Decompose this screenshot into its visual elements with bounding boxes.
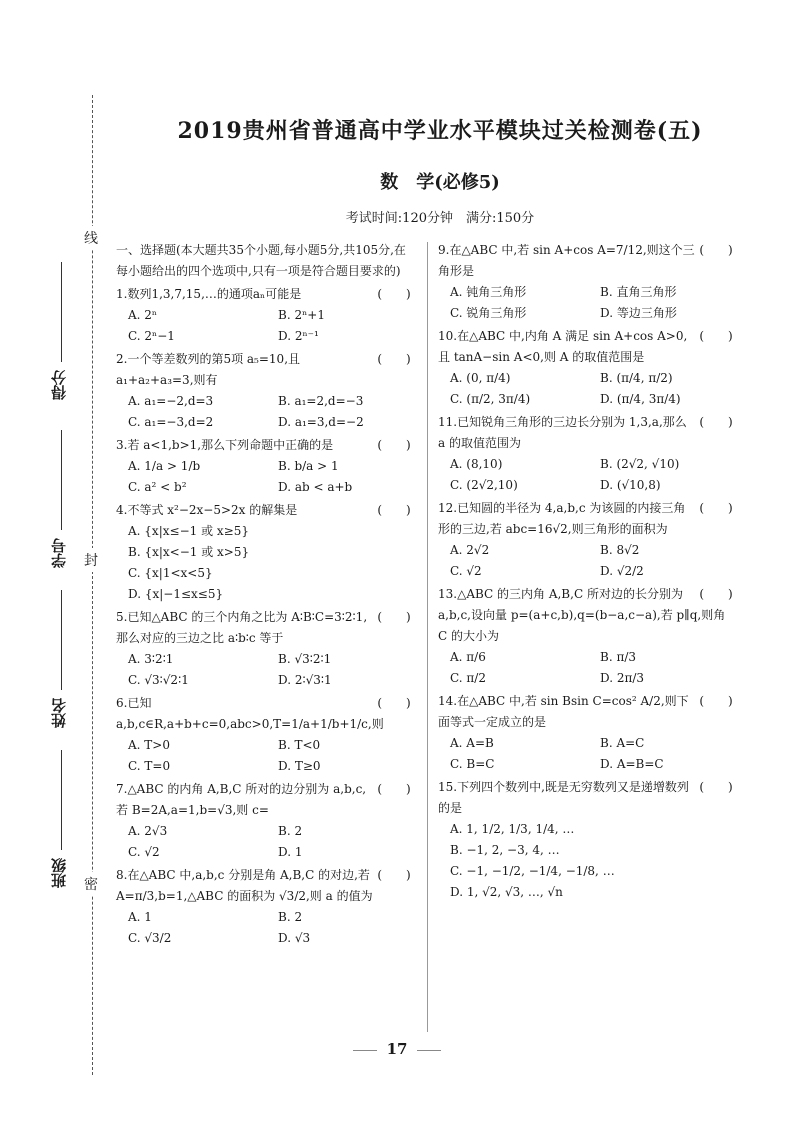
page-subtitle: 数 学(必修5) [380, 172, 500, 193]
question-stem: 1.数列1,3,7,15,…的通项aₙ可能是 [116, 287, 302, 301]
answer-option: D. 2ⁿ⁻¹ [278, 329, 319, 343]
answer-option: C. √2 [128, 845, 160, 859]
answer-option: D. 1, √2, √3, …, √n [450, 885, 563, 899]
page-number [0, 1040, 794, 1058]
question [116, 284, 416, 347]
answer-paren[interactable]: ( ) [377, 352, 411, 366]
question-stem: 11.已知锐角三角形的三边长分别为 1,3,a,那么 a 的取值范围为 [438, 415, 687, 450]
question-stem: 2.一个等差数列的第5项 a₅=10,且 a₁+a₂+a₃=3,则有 [116, 352, 301, 387]
answer-option: B. 2 [278, 910, 303, 924]
answer-option: D. 1 [278, 845, 303, 859]
answer-option: A. 钝角三角形 [450, 285, 527, 299]
answer-paren[interactable]: ( ) [699, 329, 733, 343]
field-student-id[interactable] [48, 430, 74, 580]
answer-option: B. a₁=2,d=−3 [278, 394, 364, 408]
answer-option: B. (2√2, √10) [600, 457, 680, 471]
answer-option: C. √2 [450, 564, 482, 578]
answer-option: A. {x|x≤−1 或 x≥5} [128, 524, 249, 538]
answer-option: C. 锐角三角形 [450, 306, 527, 320]
question [438, 691, 738, 775]
answer-option: A. (8,10) [450, 457, 503, 471]
question-stem: 4.不等式 x²−2x−5>2x 的解集是 [116, 503, 298, 517]
answer-option: A. π/6 [450, 650, 486, 664]
question [438, 326, 738, 410]
answer-paren[interactable]: ( ) [377, 438, 411, 452]
binding-margin [0, 0, 110, 1124]
answer-option: D. a₁=3,d=−2 [278, 415, 364, 429]
answer-option: A. 1 [128, 910, 152, 924]
answer-paren[interactable]: ( ) [377, 503, 411, 517]
question-stem: 6.已知 a,b,c∈R,a+b+c=0,abc>0,T=1/a+1/b+1/c,则 [116, 696, 384, 731]
answer-paren[interactable]: ( ) [699, 501, 733, 515]
answer-option: C. π/2 [450, 671, 486, 685]
answer-option: A. A=B [450, 736, 494, 750]
field-name-label: 姓名 [50, 698, 68, 728]
answer-option: B. 2 [278, 824, 303, 838]
answer-option: C. a² < b² [128, 480, 187, 494]
answer-option: A. 2√2 [450, 543, 490, 557]
question [116, 500, 416, 605]
answer-option: C. √3/2 [128, 931, 172, 945]
question-stem: 5.已知△ABC 的三个内角之比为 A∶B∶C=3∶2∶1,那么对应的三边之比 a∶b∶c 等于 [116, 610, 368, 645]
question [438, 498, 738, 582]
field-score[interactable] [48, 262, 74, 402]
answer-option: B. b/a > 1 [278, 459, 339, 473]
answer-option: A. T>0 [128, 738, 170, 752]
question-stem: 10.在△ABC 中,内角 A 满足 sin A+cos A>0,且 tanA−sin A<0,则 A 的取值范围是 [438, 329, 688, 364]
answer-option: B. −1, 2, −3, 4, … [450, 843, 560, 857]
answer-option: C. √3∶√2∶1 [128, 673, 189, 687]
answer-option: D. ab < a+b [278, 480, 353, 494]
question-stem: 12.已知圆的半径为 4,a,b,c 为该圆的内接三角形的三边,若 abc=16√2,则三角形的面积为 [438, 501, 686, 536]
exam-info: 考试时间:120分钟 满分:150分 [345, 211, 535, 226]
answer-option: C. T=0 [128, 759, 171, 773]
answer-option: B. (π/4, π/2) [600, 371, 673, 385]
field-class-label: 班级 [50, 858, 68, 888]
answer-paren[interactable]: ( ) [699, 587, 733, 601]
answer-paren[interactable]: ( ) [377, 868, 411, 882]
answer-option: D. 等边三角形 [600, 306, 677, 320]
question [116, 435, 416, 498]
page-number-text: 17 [386, 1040, 408, 1058]
answer-option: D. 2∶√3∶1 [278, 673, 332, 687]
answer-option: D. √3 [278, 931, 311, 945]
answer-option: D. 2π/3 [600, 671, 645, 685]
answer-option: B. 2ⁿ+1 [278, 308, 325, 322]
answer-option: B. 直角三角形 [600, 285, 677, 299]
answer-option: C. (π/2, 3π/4) [450, 392, 531, 406]
question-stem: 13.△ABC 的三内角 A,B,C 所对边的长分别为 a,b,c,设向量 p=(a+c,b),q=(b−a,c−a),若 p∥q,则角 C 的大小为 [438, 587, 726, 643]
field-name[interactable] [48, 590, 74, 740]
question-stem: 15.下列四个数列中,既是无穷数列又是递增数列的是 [438, 780, 689, 815]
answer-paren[interactable]: ( ) [699, 780, 733, 794]
question [438, 584, 738, 689]
question-stem: 7.△ABC 的内角 A,B,C 所对的边分别为 a,b,c,若 B=2A,a=1,b=√3,则 c= [116, 782, 367, 817]
binding-char-feng: 封 [84, 548, 98, 572]
answer-option: D. A=B=C [600, 757, 664, 771]
answer-option: B. π/3 [600, 650, 637, 664]
answer-paren[interactable]: ( ) [377, 782, 411, 796]
page-title: 2019贵州省普通高中学业水平模块过关检测卷(五) [177, 118, 703, 144]
answer-option: B. 8√2 [600, 543, 640, 557]
answer-option: C. (2√2,10) [450, 478, 518, 492]
answer-option: D. {x|−1≤x≤5} [128, 587, 224, 601]
question [116, 607, 416, 691]
column-divider [427, 242, 428, 1032]
question-stem: 3.若 a<1,b>1,那么下列命题中正确的是 [116, 438, 334, 452]
answer-paren[interactable]: ( ) [377, 696, 411, 710]
answer-option: A. 1/a > 1/b [128, 459, 201, 473]
answer-option: A. 2ⁿ [128, 308, 158, 322]
question-stem: 8.在△ABC 中,a,b,c 分别是角 A,B,C 的对边,若 A=π/3,b=1,△ABC 的面积为 √3/2,则 a 的值为 [116, 868, 373, 903]
field-class[interactable] [48, 750, 74, 900]
answer-option: D. (π/4, 3π/4) [600, 392, 681, 406]
answer-option: B. T<0 [278, 738, 321, 752]
question [438, 412, 738, 496]
question [116, 693, 416, 777]
answer-paren[interactable]: ( ) [377, 610, 411, 624]
answer-option: C. −1, −1/2, −1/4, −1/8, … [450, 864, 615, 878]
answer-option: B. {x|x<−1 或 x>5} [128, 545, 250, 559]
binding-char-mi: 密 [84, 872, 98, 896]
right-column [438, 240, 738, 905]
question [116, 779, 416, 863]
binding-char-xian: 线 [84, 226, 98, 250]
question [116, 349, 416, 433]
answer-option: B. A=C [600, 736, 645, 750]
answer-option: C. B=C [450, 757, 495, 771]
answer-paren[interactable]: ( ) [699, 243, 733, 257]
question-stem: 9.在△ABC 中,若 sin A+cos A=7/12,则这个三角形是 [438, 243, 695, 278]
answer-option: C. 2ⁿ−1 [128, 329, 175, 343]
left-column [116, 240, 416, 951]
answer-option: C. {x|1<x<5} [128, 566, 213, 580]
answer-option: A. (0, π/4) [450, 371, 511, 385]
answer-paren[interactable]: ( ) [377, 287, 411, 301]
answer-paren[interactable]: ( ) [699, 694, 733, 708]
answer-option: C. a₁=−3,d=2 [128, 415, 214, 429]
question [438, 777, 738, 903]
question [438, 240, 738, 324]
answer-option: A. 3∶2∶1 [128, 652, 174, 666]
answer-option: A. 1, 1/2, 1/3, 1/4, … [450, 822, 575, 836]
answer-option: D. T≥0 [278, 759, 321, 773]
question-stem: 14.在△ABC 中,若 sin Bsin C=cos² A/2,则下面等式一定成立的是 [438, 694, 689, 729]
answer-paren[interactable]: ( ) [699, 415, 733, 429]
field-score-label: 得分 [50, 370, 68, 400]
answer-option: D. (√10,8) [600, 478, 661, 492]
answer-option: B. √3∶2∶1 [278, 652, 332, 666]
answer-option: A. 2√3 [128, 824, 168, 838]
question [116, 865, 416, 949]
answer-option: D. √2/2 [600, 564, 644, 578]
answer-option: A. a₁=−2,d=3 [128, 394, 214, 408]
field-student-id-label: 学号 [50, 538, 68, 568]
section-heading: 一、选择题(本大题共35个小题,每小题5分,共105分,在每小题给出的四个选项中,只有一项是符合题目要求的) [116, 243, 406, 278]
